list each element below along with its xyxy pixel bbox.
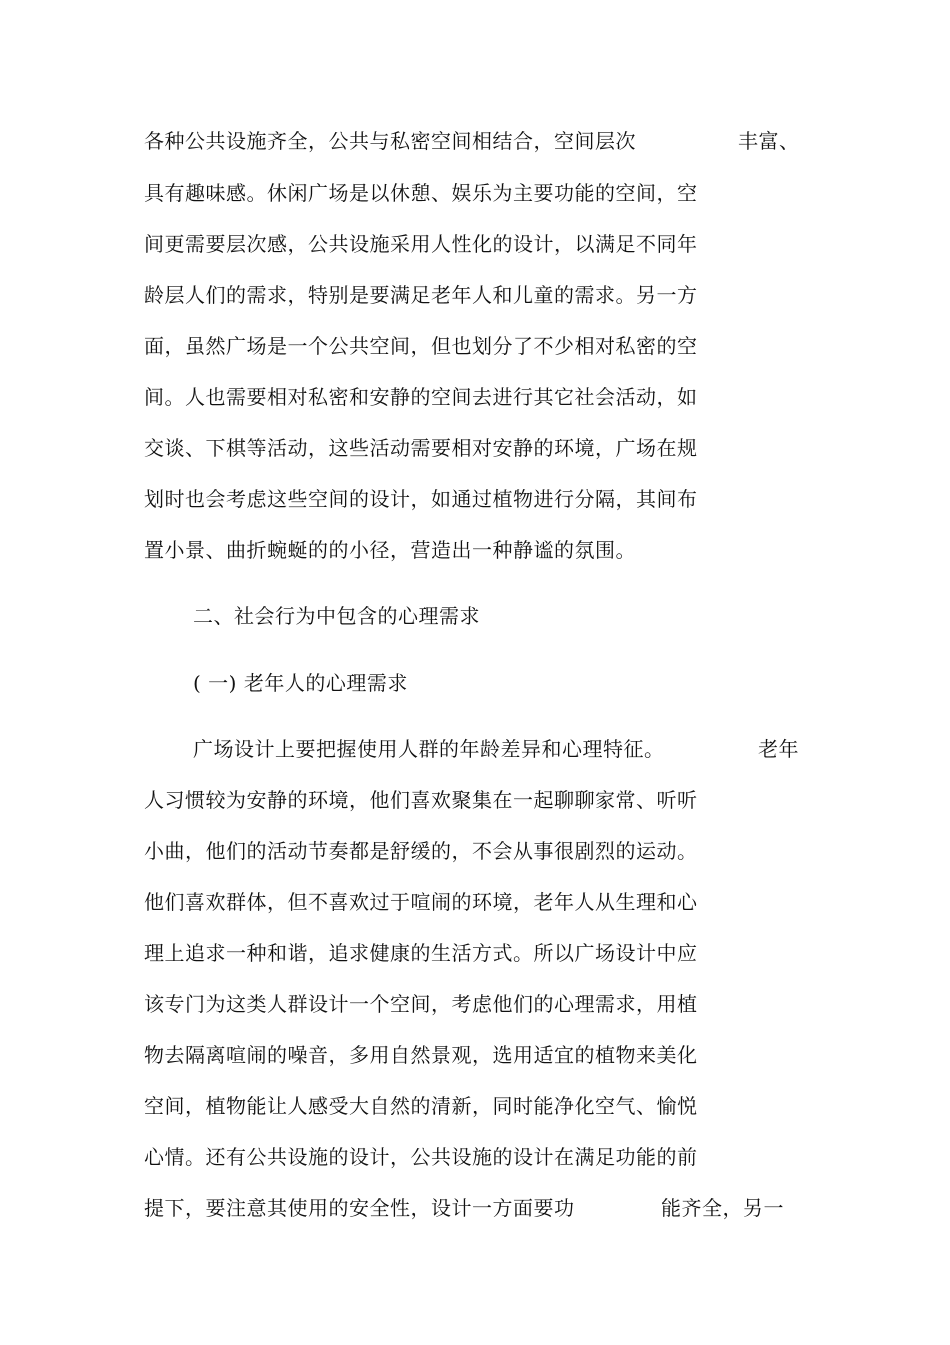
paragraph-line: 间。人也需要相对私密和安静的空间去进行其它社会活动，如 xyxy=(144,385,698,409)
paragraph-line: 心情。还有公共设施的设计，公共设施的设计在满足功能的前 xyxy=(144,1145,698,1169)
subsection-heading: ( 一) 老年人的心理需求 xyxy=(193,671,408,695)
paragraph-line: 划时也会考虑这些空间的设计，如通过植物进行分隔，其间布 xyxy=(144,487,698,511)
section-heading: 二、社会行为中包含的心理需求 xyxy=(193,604,480,628)
paragraph-line: 各种公共设施齐全，公共与私密空间相结合，空间层次 xyxy=(144,129,636,153)
paragraph-line-tail: 丰富、 xyxy=(738,129,800,153)
paragraph-line: 该专门为这类人群设计一个空间，考虑他们的心理需求，用植 xyxy=(144,992,698,1016)
paragraph-line: 物去隔离喧闹的噪音，多用自然景观，选用适宜的植物来美化 xyxy=(144,1043,698,1067)
paragraph-line: 置小景、曲折蜿蜒的的小径，营造出一种静谧的氛围。 xyxy=(144,538,636,562)
paragraph-line: 空间，植物能让人感受大自然的清新，同时能净化空气、愉悦 xyxy=(144,1094,698,1118)
paragraph-line: 具有趣味感。休闲广场是以休憩、娱乐为主要功能的空间，空 xyxy=(144,181,698,205)
paragraph-line: 广场设计上要把握使用人群的年龄差异和心理特征。 xyxy=(193,737,665,761)
paragraph-line: 龄层人们的需求，特别是要满足老年人和儿童的需求。另一方 xyxy=(144,283,698,307)
paragraph-line-tail: 老年 xyxy=(758,737,799,761)
paragraph-line: 交谈、下棋等活动，这些活动需要相对安静的环境，广场在规 xyxy=(144,436,698,460)
paragraph-line-tail: 能齐全，另一 xyxy=(661,1196,784,1220)
paragraph-line: 提下，要注意其使用的安全性，设计一方面要功 xyxy=(144,1196,575,1220)
paragraph-line: 面，虽然广场是一个公共空间，但也划分了不少相对私密的空 xyxy=(144,334,698,358)
paragraph-line: 他们喜欢群体，但不喜欢过于喧闹的环境，老年人从生理和心 xyxy=(144,890,698,914)
paragraph-line: 理上追求一种和谐，追求健康的生活方式。所以广场设计中应 xyxy=(144,941,698,965)
paragraph-line: 间更需要层次感，公共设施采用人性化的设计，以满足不同年 xyxy=(144,232,698,256)
paragraph-line: 小曲，他们的活动节奏都是舒缓的，不会从事很剧烈的运动。 xyxy=(144,839,698,863)
paragraph-line: 人习惯较为安静的环境，他们喜欢聚集在一起聊聊家常、听听 xyxy=(144,788,698,812)
